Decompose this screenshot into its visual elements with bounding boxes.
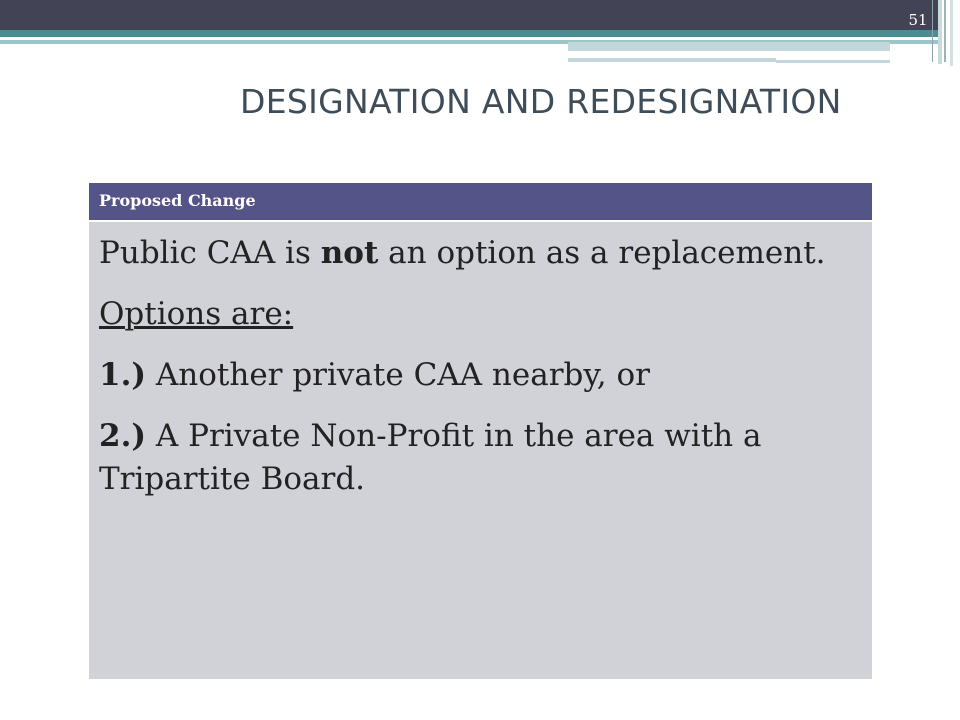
slide-title: DESIGNATION AND REDESIGNATION (240, 82, 842, 121)
table-body (89, 222, 872, 679)
option-text: Another private CAA nearby, or (146, 357, 650, 393)
option-item (99, 354, 869, 397)
table-header-label: Proposed Change (99, 191, 256, 210)
decorative-vertical-line (932, 0, 933, 62)
options-heading: Options are: (99, 296, 294, 332)
option-number: 2.) (99, 418, 147, 454)
decorative-vertical-line (950, 0, 953, 66)
decorative-vertical-line (944, 0, 946, 62)
header-accent-bar (568, 58, 776, 62)
table-header (89, 183, 872, 222)
header-accent-bar (776, 60, 890, 63)
decorative-vertical-line (938, 0, 942, 64)
header-teal-bar (0, 30, 938, 37)
header-accent-bar (568, 42, 890, 51)
statement-paragraph (99, 232, 869, 275)
emphasis-text: not (320, 235, 379, 271)
content-table (89, 183, 872, 679)
slide-number: 51 (908, 11, 928, 29)
options-heading-paragraph (99, 293, 869, 336)
option-number: 1.) (99, 357, 147, 393)
option-item (99, 415, 869, 501)
option-text: A Private Non-Profit in the area with a Tripartite Board. (99, 418, 762, 497)
statement-text: an option as a replacement. (378, 235, 826, 271)
header-dark-bar (0, 0, 938, 30)
table-body-text (99, 232, 869, 519)
statement-text: Public CAA is (99, 235, 321, 271)
